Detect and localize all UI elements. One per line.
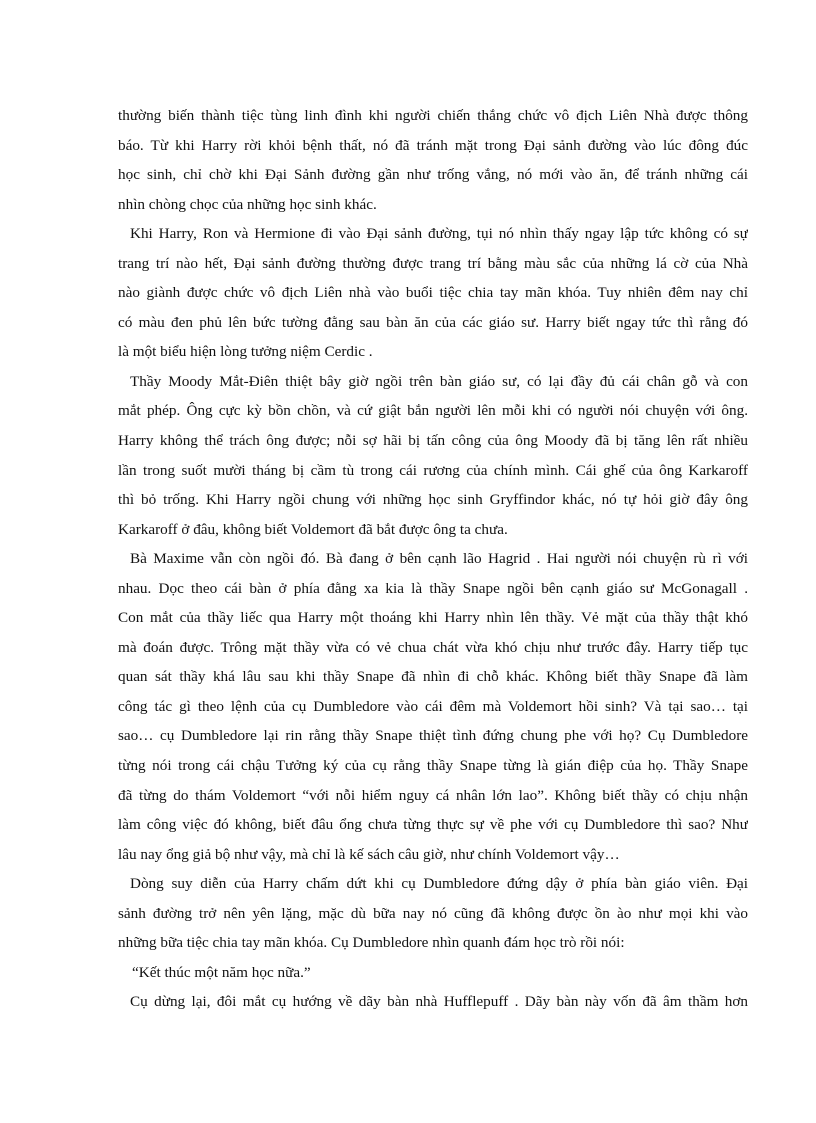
text-line: Karkaroff ở đâu, không biết Voldemort đã bắt được ông ta chưa. [118,520,508,538]
text-line: sao… cụ Dumbledore lại rin rằng thầy Snape thiệt tình đứng chung phe với họ? Cụ Dumbledore [118,727,748,745]
text-line: Harry không thể trách ông được; nỗi sợ hãi bị tấn công của ông Moody đã bị tăng lên rất nhiều [118,432,748,450]
paragraph-first-line: Thầy Moody Mắt-Điên thiệt bây giờ ngồi trên bàn giáo sư, có lại đầy đủ cái chân gỗ và con [130,372,748,390]
text-line: làm công việc đó không, biết đâu ổng chưa từng thực sự về phe với cụ Dumbledore thì sao? Như [118,816,748,834]
text-line: từng nói trong cái chậu Tưởng ký của cụ rằng thầy Snape từng là gián điệp của họ. Thầy Snape [118,757,748,775]
text-line: báo. Từ khi Harry rời khỏi bệnh thất, nó đã tránh mặt trong Đại sảnh đường vào lúc đông đúc [118,136,748,154]
text-line: nhau. Dọc theo cái bàn ở phía đằng xa kia là thầy Snape ngồi bên cạnh giáo sư McGonagall . [118,579,748,597]
text-line: Con mắt của thầy liếc qua Harry một thoáng khi Harry nhìn lên thầy. Vẻ mặt của thầy thật khó [118,609,748,627]
paragraph-first-line: Cụ dừng lại, đôi mắt cụ hướng về dãy bàn nhà Hufflepuff . Dãy bàn này vốn đã âm thầm hơn [130,993,748,1011]
text-line: lâu nay ổng giả bộ như vậy, mà chỉ là kế sách câu giờ, như chính Voldemort vậy… [118,845,620,863]
text-line: quan sát thầy khá lâu sau khi thầy Snape đã nhìn đi chỗ khác. Không biết thầy Snape đã làm [118,668,748,686]
text-line: là một biểu hiện lòng tưởng niệm Cerdic . [118,343,373,361]
body-text [118,101,748,1017]
text-line: nhìn chòng chọc của những học sinh khác. [118,195,377,213]
text-line: nào giành được chức vô địch Liên nhà vào buổi tiệc chia tay mãn khóa. Tuy nhiên đêm nay chỉ [118,284,748,302]
paragraph-first-line: Bà Maxime vẫn còn ngồi đó. Bà đang ở bên cạnh lão Hagrid . Hai người nói chuyện rù rì với [130,550,748,568]
text-line: công tác gì theo lệnh của cụ Dumbledore vào cái đêm mà Voldemort hồi sinh? Và tại sao… tại [118,697,748,715]
paragraph-first-line: Dòng suy diễn của Harry chấm dứt khi cụ Dumbledore đứng dậy ở phía bàn giáo viên. Đại [130,875,748,893]
paragraph-first-line: Khi Harry, Ron và Hermione đi vào Đại sảnh đường, tụi nó nhìn thấy ngay lập tức không có sự [130,225,748,243]
text-line: học sinh, chỉ chờ khi Đại Sảnh đường gần như trống vắng, nó mới vào ăn, để tránh những cái [118,166,748,184]
text-line: sảnh đường trở nên yên lặng, mặc dù bữa nay nó cũng đã không được ồn ào như mọi khi vào [118,904,748,922]
dialogue-line: “Kết thúc một năm học nữa.” [132,963,311,981]
text-line: có màu đen phủ lên bức tường đằng sau bàn ăn của các giáo sư. Harry biết ngay tức thì rằng đó [118,313,748,331]
text-line: những bữa tiệc chia tay mãn khóa. Cụ Dumbledore nhìn quanh đám học trò rồi nói: [118,934,625,952]
text-line: thường biến thành tiệc tùng linh đình khi người chiến thắng chức vô địch Liên Nhà được thông [118,107,748,124]
text-line: lần trong suốt mười tháng bị cầm tù trong cái rương của chính mình. Cái ghế của ông Karkaroff [118,461,748,479]
text-line: thì bỏ trống. Khi Harry ngồi chung với những học sinh Gryffindor khác, nó tự hỏi giờ đây ông [118,491,748,509]
text-line: mắt phép. Ông cực kỳ bồn chồn, và cứ giật bắn người lên mỗi khi có người nói chuyện với ông. [118,402,748,420]
text-line: trang trí nào hết, Đại sảnh đường thường được trang trí bằng màu sắc của những lá cờ của Nhà [118,254,748,272]
text-line: đã từng do thám Voldemort “với nỗi hiểm nguy cá nhân lớn lao”. Không biết thầy có chịu nhận [118,786,748,804]
text-line: mà đoán được. Trông mặt thầy vừa có vẻ chua chát vừa khó chịu như trước đây. Harry tiếp tục [118,638,748,656]
